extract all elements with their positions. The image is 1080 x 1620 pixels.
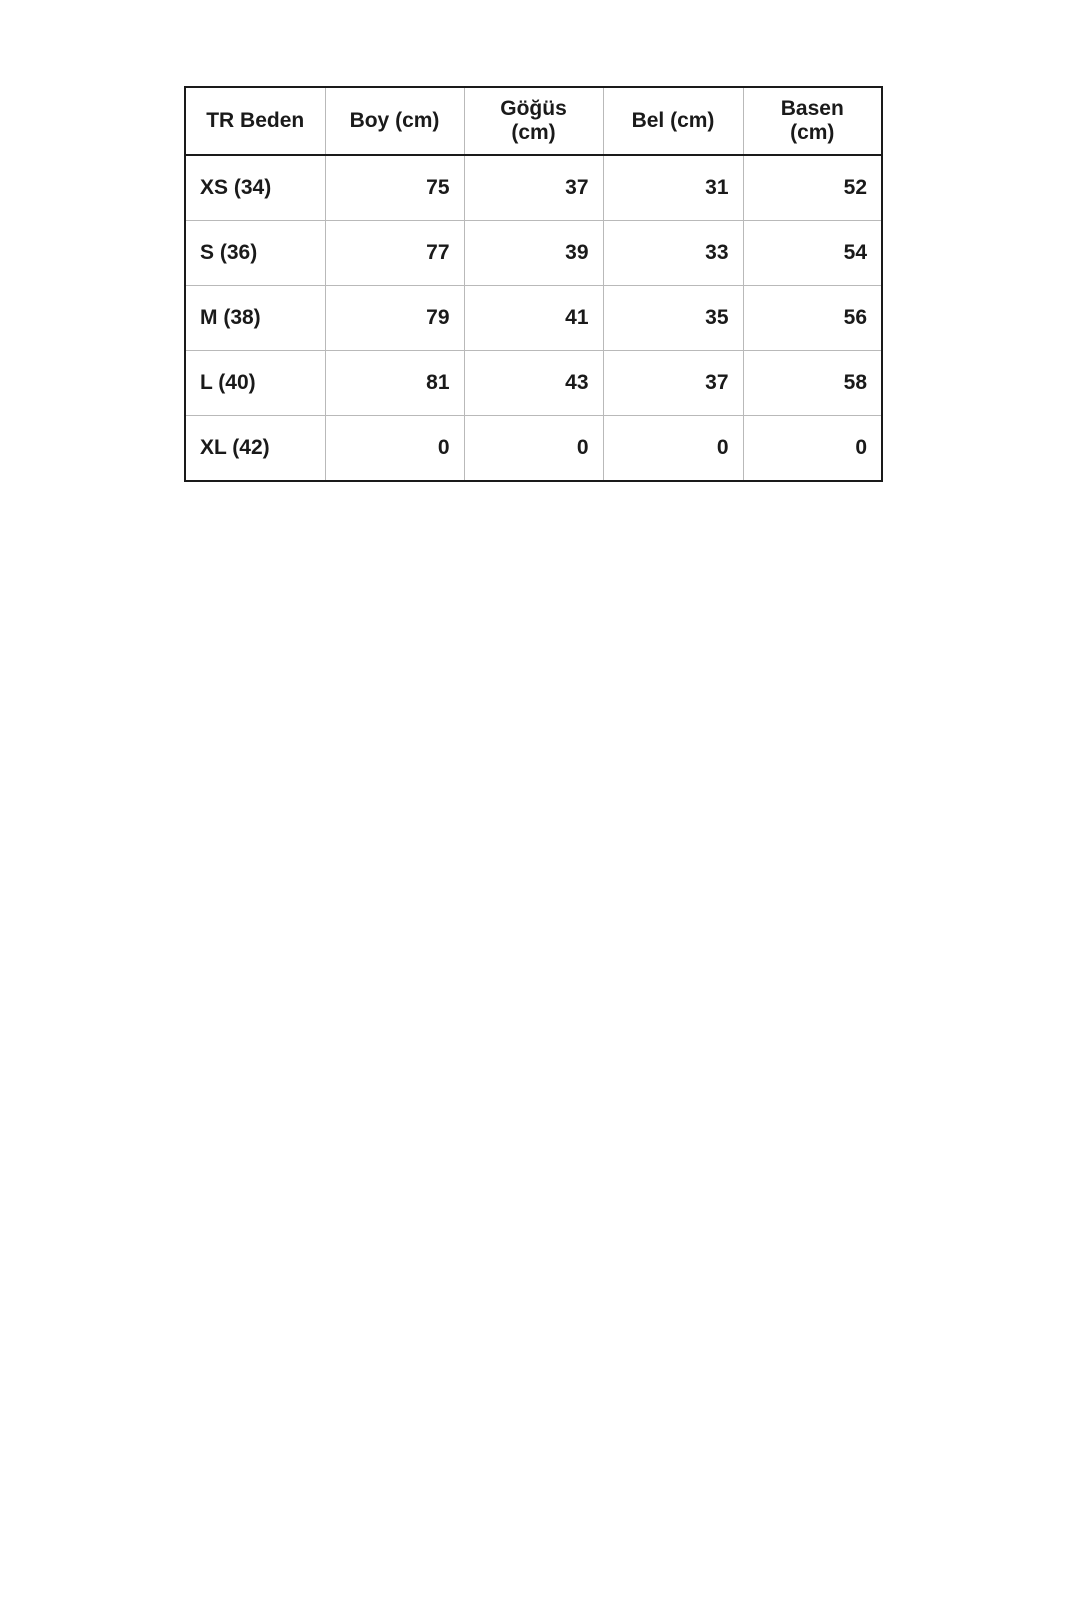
table-row	[185, 221, 882, 286]
cell-size: XL (42)	[185, 416, 325, 482]
column-header-boy: Boy (cm)	[325, 87, 464, 155]
table-row	[185, 155, 882, 221]
cell-bel: 33	[603, 221, 743, 286]
table-row	[185, 351, 882, 416]
cell-boy: 77	[325, 221, 464, 286]
cell-basen: 56	[743, 286, 882, 351]
cell-boy: 75	[325, 155, 464, 221]
cell-boy: 0	[325, 416, 464, 482]
column-header-bel: Bel (cm)	[603, 87, 743, 155]
cell-bel: 37	[603, 351, 743, 416]
cell-gogus: 43	[464, 351, 603, 416]
cell-basen: 0	[743, 416, 882, 482]
cell-gogus: 0	[464, 416, 603, 482]
table-header	[185, 87, 882, 155]
table-header-row	[185, 87, 882, 155]
size-chart-container	[184, 86, 881, 482]
cell-boy: 79	[325, 286, 464, 351]
cell-boy: 81	[325, 351, 464, 416]
size-chart-table	[184, 86, 883, 482]
cell-bel: 31	[603, 155, 743, 221]
cell-bel: 0	[603, 416, 743, 482]
column-header-size: TR Beden	[185, 87, 325, 155]
table-row	[185, 416, 882, 482]
cell-basen: 52	[743, 155, 882, 221]
cell-size: M (38)	[185, 286, 325, 351]
cell-basen: 58	[743, 351, 882, 416]
cell-bel: 35	[603, 286, 743, 351]
table-body	[185, 155, 882, 481]
cell-size: L (40)	[185, 351, 325, 416]
cell-gogus: 41	[464, 286, 603, 351]
table-row	[185, 286, 882, 351]
cell-size: XS (34)	[185, 155, 325, 221]
column-header-basen: Basen (cm)	[743, 87, 882, 155]
cell-gogus: 39	[464, 221, 603, 286]
cell-size: S (36)	[185, 221, 325, 286]
column-header-gogus: Göğüs (cm)	[464, 87, 603, 155]
cell-gogus: 37	[464, 155, 603, 221]
cell-basen: 54	[743, 221, 882, 286]
